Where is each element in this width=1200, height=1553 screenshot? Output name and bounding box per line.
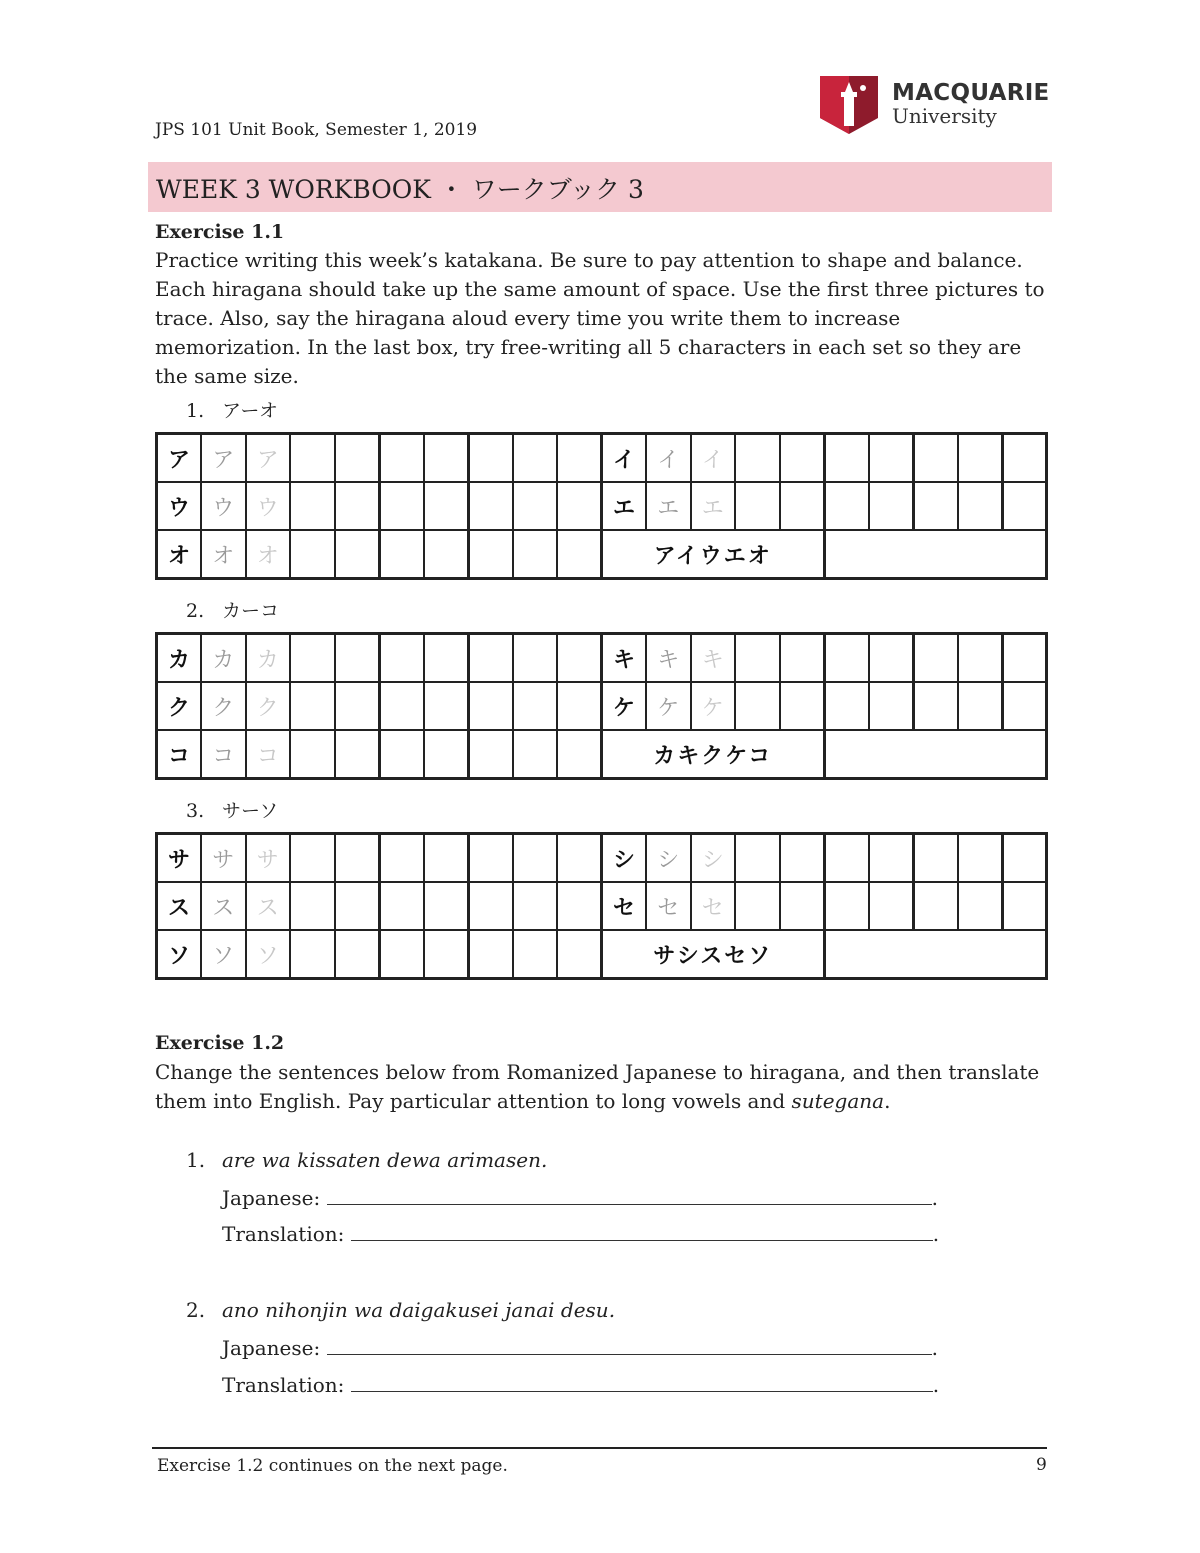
writing-box[interactable] bbox=[958, 834, 1003, 883]
writing-box[interactable] bbox=[824, 634, 869, 683]
practice-set-label bbox=[186, 796, 278, 823]
trace-character: コ bbox=[201, 730, 246, 779]
writing-box[interactable] bbox=[824, 434, 869, 483]
katakana-practice-grid bbox=[155, 832, 1045, 980]
writing-box[interactable] bbox=[869, 634, 914, 683]
writing-box[interactable] bbox=[513, 434, 558, 483]
week-title: WEEK 3 WORKBOOK ・ ワークブック 3 bbox=[156, 175, 644, 204]
writing-box[interactable] bbox=[513, 634, 558, 683]
trace-character: ケ bbox=[691, 682, 736, 730]
translation-label: Translation: bbox=[222, 1222, 345, 1246]
trace-character: セ bbox=[646, 882, 691, 930]
model-character: セ bbox=[602, 882, 647, 930]
writing-box[interactable] bbox=[557, 634, 602, 683]
writing-box[interactable] bbox=[290, 530, 335, 579]
translation-answer-field[interactable]: Translation: . bbox=[222, 1373, 940, 1397]
model-character: ソ bbox=[157, 930, 202, 979]
trace-character: ク bbox=[201, 682, 246, 730]
japanese-answer-field[interactable]: Japanese: . bbox=[222, 1186, 938, 1210]
writing-box[interactable] bbox=[468, 882, 513, 930]
writing-box[interactable] bbox=[557, 834, 602, 883]
footer-divider bbox=[152, 1447, 1047, 1449]
writing-box[interactable] bbox=[913, 834, 958, 883]
model-character: イ bbox=[602, 434, 647, 483]
trace-character: イ bbox=[646, 434, 691, 483]
writing-box[interactable] bbox=[424, 730, 469, 779]
translation-answer-field[interactable]: Translation: . bbox=[222, 1222, 940, 1246]
trace-character: ア bbox=[246, 434, 291, 483]
writing-box[interactable] bbox=[913, 434, 958, 483]
document-header: JPS 101 Unit Book, Semester 1, 2019 bbox=[155, 120, 478, 140]
writing-box[interactable] bbox=[735, 434, 780, 483]
writing-box[interactable] bbox=[869, 882, 914, 930]
combined-characters: カキクケコ bbox=[602, 730, 825, 779]
romaji-sentence: are wa kissaten dewa arimasen. bbox=[222, 1148, 548, 1172]
trace-character: ウ bbox=[246, 482, 291, 530]
translation-label: Translation: bbox=[222, 1373, 345, 1397]
grid-row bbox=[157, 634, 1047, 683]
set-number: 2. bbox=[186, 600, 205, 622]
writing-box[interactable] bbox=[780, 682, 825, 730]
sentence-item bbox=[186, 1148, 547, 1172]
trace-character: サ bbox=[201, 834, 246, 883]
writing-box[interactable] bbox=[379, 930, 424, 979]
writing-box[interactable] bbox=[290, 434, 335, 483]
writing-box[interactable] bbox=[557, 882, 602, 930]
writing-box[interactable] bbox=[290, 682, 335, 730]
writing-box[interactable] bbox=[735, 634, 780, 683]
free-writing-box[interactable] bbox=[824, 530, 1047, 579]
trace-character: カ bbox=[201, 634, 246, 683]
writing-box[interactable] bbox=[958, 482, 1003, 530]
writing-box[interactable] bbox=[379, 882, 424, 930]
writing-box[interactable] bbox=[735, 482, 780, 530]
japanese-label: Japanese: bbox=[222, 1336, 321, 1360]
logo-subname: University bbox=[892, 104, 997, 128]
writing-box[interactable] bbox=[735, 882, 780, 930]
writing-box[interactable] bbox=[780, 634, 825, 683]
instructions-emphasis: sutegana bbox=[791, 1089, 885, 1113]
writing-box[interactable] bbox=[335, 682, 380, 730]
writing-box[interactable] bbox=[913, 682, 958, 730]
writing-box[interactable] bbox=[1002, 834, 1047, 883]
model-character: キ bbox=[602, 634, 647, 683]
grid-row bbox=[157, 730, 1047, 779]
page-number: 9 bbox=[1036, 1455, 1047, 1475]
japanese-answer-field[interactable]: Japanese: . bbox=[222, 1336, 938, 1360]
katakana-practice-grid bbox=[155, 432, 1045, 580]
writing-box[interactable] bbox=[1002, 634, 1047, 683]
translation-answer-line[interactable] bbox=[351, 1222, 933, 1241]
trace-character: ケ bbox=[646, 682, 691, 730]
writing-box[interactable] bbox=[513, 930, 558, 979]
trace-character: カ bbox=[246, 634, 291, 683]
writing-box[interactable] bbox=[379, 634, 424, 683]
writing-box[interactable] bbox=[468, 730, 513, 779]
exercise-1-heading: Exercise 1.1 bbox=[155, 221, 285, 243]
trace-character: キ bbox=[646, 634, 691, 683]
writing-box[interactable] bbox=[780, 482, 825, 530]
writing-box[interactable] bbox=[958, 682, 1003, 730]
writing-box[interactable] bbox=[290, 634, 335, 683]
grid-row bbox=[157, 882, 1047, 930]
trace-character: ウ bbox=[201, 482, 246, 530]
writing-box[interactable] bbox=[424, 882, 469, 930]
model-character: シ bbox=[602, 834, 647, 883]
sentence-item bbox=[186, 1298, 615, 1322]
set-number: 3. bbox=[186, 800, 205, 822]
writing-box[interactable] bbox=[424, 834, 469, 883]
trace-character: ソ bbox=[246, 930, 291, 979]
trace-character: ア bbox=[201, 434, 246, 483]
trace-character: シ bbox=[691, 834, 736, 883]
writing-box[interactable] bbox=[824, 482, 869, 530]
writing-box[interactable] bbox=[379, 834, 424, 883]
instructions-end: . bbox=[884, 1089, 891, 1113]
writing-box[interactable] bbox=[869, 482, 914, 530]
instructions-text: Change the sentences below from Romanized Japanese to hiragana, and then translate them into English. Pay particular attention to long vowels and bbox=[155, 1060, 1040, 1113]
trace-character: ス bbox=[201, 882, 246, 930]
logo-name: MACQUARIE bbox=[892, 80, 1050, 106]
writing-box[interactable] bbox=[335, 482, 380, 530]
japanese-answer-line[interactable] bbox=[327, 1186, 932, 1205]
japanese-label: Japanese: bbox=[222, 1186, 321, 1210]
grid-row bbox=[157, 530, 1047, 579]
writing-box[interactable] bbox=[290, 730, 335, 779]
writing-box[interactable] bbox=[468, 930, 513, 979]
grid-row bbox=[157, 482, 1047, 530]
free-writing-box[interactable] bbox=[824, 930, 1047, 979]
writing-box[interactable] bbox=[557, 930, 602, 979]
writing-box[interactable] bbox=[424, 634, 469, 683]
translation-answer-line[interactable] bbox=[351, 1373, 933, 1392]
writing-box[interactable] bbox=[735, 834, 780, 883]
practice-set-label bbox=[186, 396, 278, 423]
writing-box[interactable] bbox=[335, 730, 380, 779]
university-crest-icon bbox=[818, 74, 880, 136]
exercise-2-instructions bbox=[155, 1058, 1045, 1116]
writing-box[interactable] bbox=[335, 434, 380, 483]
writing-box[interactable] bbox=[869, 682, 914, 730]
model-character: エ bbox=[602, 482, 647, 530]
trace-character: ク bbox=[246, 682, 291, 730]
writing-box[interactable] bbox=[557, 530, 602, 579]
writing-box[interactable] bbox=[379, 530, 424, 579]
writing-box[interactable] bbox=[468, 634, 513, 683]
model-character: オ bbox=[157, 530, 202, 579]
trace-character: エ bbox=[646, 482, 691, 530]
grid-row bbox=[157, 434, 1047, 483]
trace-character: キ bbox=[691, 634, 736, 683]
set-range: カーコ bbox=[222, 600, 280, 622]
trace-character: エ bbox=[691, 482, 736, 530]
model-character: ス bbox=[157, 882, 202, 930]
katakana-practice-grid bbox=[155, 632, 1045, 780]
writing-box[interactable] bbox=[513, 882, 558, 930]
writing-box[interactable] bbox=[335, 530, 380, 579]
exercise-1-instructions: Practice writing this week’s katakana. Be sure to pay attention to shape and balance. Each hiragana should take up the same amount of space. Use the first three pictures to trace. Also, say the hiragana aloud every time you write them to increase memorization. In the last box, try free-writing all 5 characters in each set so they are the same size. bbox=[155, 248, 1045, 388]
writing-box[interactable] bbox=[290, 930, 335, 979]
writing-box[interactable] bbox=[1002, 482, 1047, 530]
writing-box[interactable] bbox=[379, 434, 424, 483]
writing-box[interactable] bbox=[824, 834, 869, 883]
writing-box[interactable] bbox=[958, 882, 1003, 930]
writing-box[interactable] bbox=[824, 882, 869, 930]
writing-box[interactable] bbox=[913, 882, 958, 930]
writing-box[interactable] bbox=[290, 882, 335, 930]
set-number: 1. bbox=[186, 400, 205, 422]
free-writing-box[interactable] bbox=[824, 730, 1047, 779]
writing-box[interactable] bbox=[557, 482, 602, 530]
writing-box[interactable] bbox=[335, 882, 380, 930]
trace-character: セ bbox=[691, 882, 736, 930]
writing-box[interactable] bbox=[913, 634, 958, 683]
combined-characters: アイウエオ bbox=[602, 530, 825, 579]
writing-box[interactable] bbox=[513, 834, 558, 883]
writing-box[interactable] bbox=[424, 434, 469, 483]
japanese-answer-line[interactable] bbox=[327, 1336, 932, 1355]
writing-box[interactable] bbox=[824, 682, 869, 730]
writing-box[interactable] bbox=[468, 482, 513, 530]
writing-box[interactable] bbox=[513, 482, 558, 530]
grid-row bbox=[157, 834, 1047, 883]
writing-box[interactable] bbox=[468, 682, 513, 730]
writing-box[interactable] bbox=[557, 730, 602, 779]
writing-box[interactable] bbox=[424, 530, 469, 579]
writing-box[interactable] bbox=[379, 482, 424, 530]
set-range: サーソ bbox=[222, 800, 279, 822]
trace-character: シ bbox=[646, 834, 691, 883]
trace-character: オ bbox=[201, 530, 246, 579]
footer-note: Exercise 1.2 continues on the next page. bbox=[157, 1456, 508, 1476]
writing-box[interactable] bbox=[335, 834, 380, 883]
model-character: コ bbox=[157, 730, 202, 779]
model-character: ア bbox=[157, 434, 202, 483]
writing-box[interactable] bbox=[424, 682, 469, 730]
grid-row bbox=[157, 682, 1047, 730]
set-range: アーオ bbox=[222, 400, 279, 422]
writing-box[interactable] bbox=[468, 530, 513, 579]
writing-box[interactable] bbox=[513, 530, 558, 579]
writing-box[interactable] bbox=[1002, 882, 1047, 930]
week-title-banner bbox=[148, 162, 1052, 212]
model-character: ウ bbox=[157, 482, 202, 530]
writing-box[interactable] bbox=[513, 730, 558, 779]
writing-box[interactable] bbox=[735, 682, 780, 730]
romaji-sentence: ano nihonjin wa daigakusei janai desu. bbox=[222, 1298, 616, 1322]
writing-box[interactable] bbox=[1002, 434, 1047, 483]
writing-box[interactable] bbox=[424, 482, 469, 530]
trace-character: ソ bbox=[201, 930, 246, 979]
writing-box[interactable] bbox=[290, 834, 335, 883]
item-number: 2. bbox=[186, 1298, 206, 1322]
writing-box[interactable] bbox=[869, 434, 914, 483]
practice-set-label bbox=[186, 596, 279, 623]
writing-box[interactable] bbox=[424, 930, 469, 979]
writing-box[interactable] bbox=[468, 834, 513, 883]
writing-box[interactable] bbox=[913, 482, 958, 530]
writing-box[interactable] bbox=[290, 482, 335, 530]
writing-box[interactable] bbox=[780, 882, 825, 930]
trace-character: コ bbox=[246, 730, 291, 779]
item-number: 1. bbox=[186, 1148, 206, 1172]
writing-box[interactable] bbox=[958, 634, 1003, 683]
model-character: サ bbox=[157, 834, 202, 883]
combined-characters: サシスセソ bbox=[602, 930, 825, 979]
model-character: ク bbox=[157, 682, 202, 730]
writing-box[interactable] bbox=[958, 434, 1003, 483]
writing-box[interactable] bbox=[379, 682, 424, 730]
writing-box[interactable] bbox=[780, 834, 825, 883]
model-character: ケ bbox=[602, 682, 647, 730]
grid-row bbox=[157, 930, 1047, 979]
writing-box[interactable] bbox=[557, 434, 602, 483]
writing-box[interactable] bbox=[335, 930, 380, 979]
trace-character: オ bbox=[246, 530, 291, 579]
writing-box[interactable] bbox=[869, 834, 914, 883]
model-character: カ bbox=[157, 634, 202, 683]
trace-character: サ bbox=[246, 834, 291, 883]
exercise-2-heading: Exercise 1.2 bbox=[155, 1032, 285, 1054]
trace-character: ス bbox=[246, 882, 291, 930]
writing-box[interactable] bbox=[780, 434, 825, 483]
trace-character: イ bbox=[691, 434, 736, 483]
writing-box[interactable] bbox=[557, 682, 602, 730]
writing-box[interactable] bbox=[513, 682, 558, 730]
writing-box[interactable] bbox=[1002, 682, 1047, 730]
university-logo bbox=[818, 74, 1048, 136]
writing-box[interactable] bbox=[335, 634, 380, 683]
writing-box[interactable] bbox=[468, 434, 513, 483]
writing-box[interactable] bbox=[379, 730, 424, 779]
